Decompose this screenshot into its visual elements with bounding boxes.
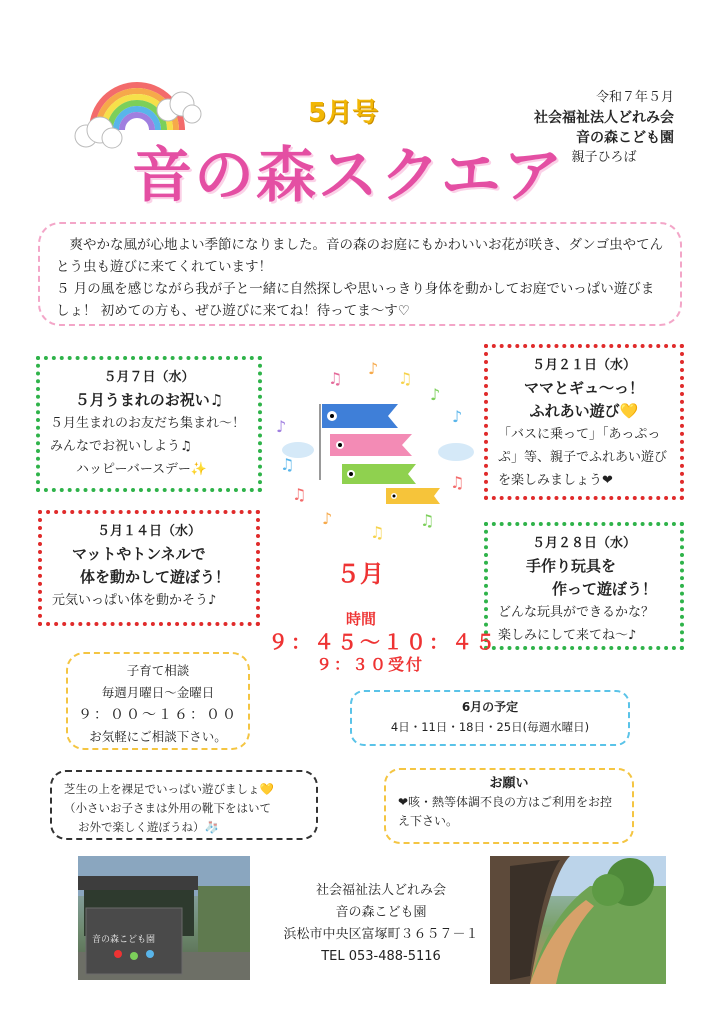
event-title: 体を動かして遊ぼう！ [80,568,231,586]
event-date: ５月１４日（水） [96,524,201,539]
svg-text:♪: ♪ [452,407,463,426]
request-title: お願い [489,776,529,791]
footer-facility: 音の森こども園 [335,905,427,920]
request-box [384,768,634,844]
event-line: 楽しみにして来てね～♪ [498,628,637,643]
time-label: 時間 [346,610,377,628]
event-title: ふれあい遊び💛 [529,402,639,420]
event-card-may28 [484,522,684,650]
svg-text:♫: ♫ [398,369,413,388]
consultation-box [66,652,250,750]
reception-time: ９：３０受付 [316,655,425,674]
june-schedule-box [350,690,630,746]
publisher-block [534,88,674,168]
event-line: ハッピーバースデー✨ [76,462,208,477]
consult-days: 毎週月曜日～金曜日 [101,685,215,700]
event-date: ５月７日（水） [103,370,195,385]
svg-text:♫: ♫ [420,511,435,530]
facility-name: 音の森こども園 [576,130,674,146]
june-title: 6月の予定 [461,700,519,714]
event-card-may14 [38,510,260,626]
program-name: 親子ひろば [571,150,637,165]
event-title: ママとギュ～っ！ [523,379,644,397]
consult-note: お気軽にご相談下さい。 [89,729,227,744]
intro-line-1: 爽やかな風が心地よい季節になりました。音の森のお庭にもかわいいお花が咲き、ダンゴ虫やてんとう虫も遊びに来てくれています！ [56,237,664,275]
event-card-may21 [484,344,684,500]
event-title: 手作り玩具を [526,557,617,575]
footer-contact [276,880,486,968]
schedule-month: ５月 [336,560,384,588]
lawn-line: （小さいお子さまは外用の靴下をはいて [64,801,271,815]
lawn-note-box [50,770,318,840]
lawn-line: お外で楽しく遊ぼうね）🧦 [78,820,219,834]
event-title: マットやトンネルで [72,545,206,563]
lawn-line: 芝生の上を裸足でいっぱい遊びましょ💛 [64,782,274,796]
request-text: ❤咳・熱等体調不良の方はご利用をお控え下さい。 [398,795,613,828]
koinobori-illustration [270,360,480,540]
svg-text:♪: ♪ [322,509,333,528]
building-photo [78,856,250,980]
svg-text:♫: ♫ [450,473,465,492]
issue-label: 5月号 [308,98,379,128]
consult-hours: ９：００～１６：００ [78,707,238,723]
svg-text:♪: ♪ [430,385,441,404]
event-line: ５月生まれのお友だち集まれ～！ [50,416,246,431]
footer-address: 浜松市中央区富塚町３６５７－１ [283,927,479,942]
event-date: ５月２８日（水） [531,536,636,551]
newsletter-title: 音の森スクエア [132,141,565,211]
event-line: 「バスに乗って」「あっぷっぷ」等、親子でふれあい遊びを楽しみましょう❤ [498,427,668,488]
intro-line-2: ５ 月の風を感じながら我が子と一緒に自然探しや思いっきり身体を動かしてお庭でいっぱい遊びましょ！ 初めての方も、ぜひ遊びに来てね！待ってま～す♡ [56,281,655,319]
event-line: 元気いっぱい体を動かそう♪ [52,593,217,608]
event-date: ５月２１日（水） [531,358,636,373]
footer-tel: TEL 053-488-5116 [321,949,441,964]
event-line: みんなでお祝いしよう♫ [50,439,192,454]
svg-text:♫: ♫ [292,485,307,504]
event-title: 作って遊ぼう！ [552,580,658,598]
garden-photo [490,856,666,984]
issue-date: 令和７年５月 [595,90,674,105]
svg-text:♫: ♫ [328,369,343,388]
org-name: 社会福祉法人どれみ会 [534,110,674,126]
event-card-may7 [36,356,262,492]
svg-text:♪: ♪ [368,360,379,378]
building-sign-text: 音の森こども園 [92,935,156,945]
session-time: ９：４５～１０：４５ [268,630,498,654]
footer-org: 社会福祉法人どれみ会 [315,883,446,898]
event-title: ５月うまれのお祝い♫ [74,391,224,409]
june-dates: 4日・11日・18日・25日(毎週水曜日) [390,720,590,734]
intro-box [38,222,682,326]
svg-text:♪: ♪ [276,417,287,436]
event-line: どんな玩具ができるかな？ [498,605,655,620]
svg-text:♫: ♫ [370,523,385,540]
svg-text:♫: ♫ [280,455,295,474]
consult-title: 子育て相談 [126,663,190,678]
